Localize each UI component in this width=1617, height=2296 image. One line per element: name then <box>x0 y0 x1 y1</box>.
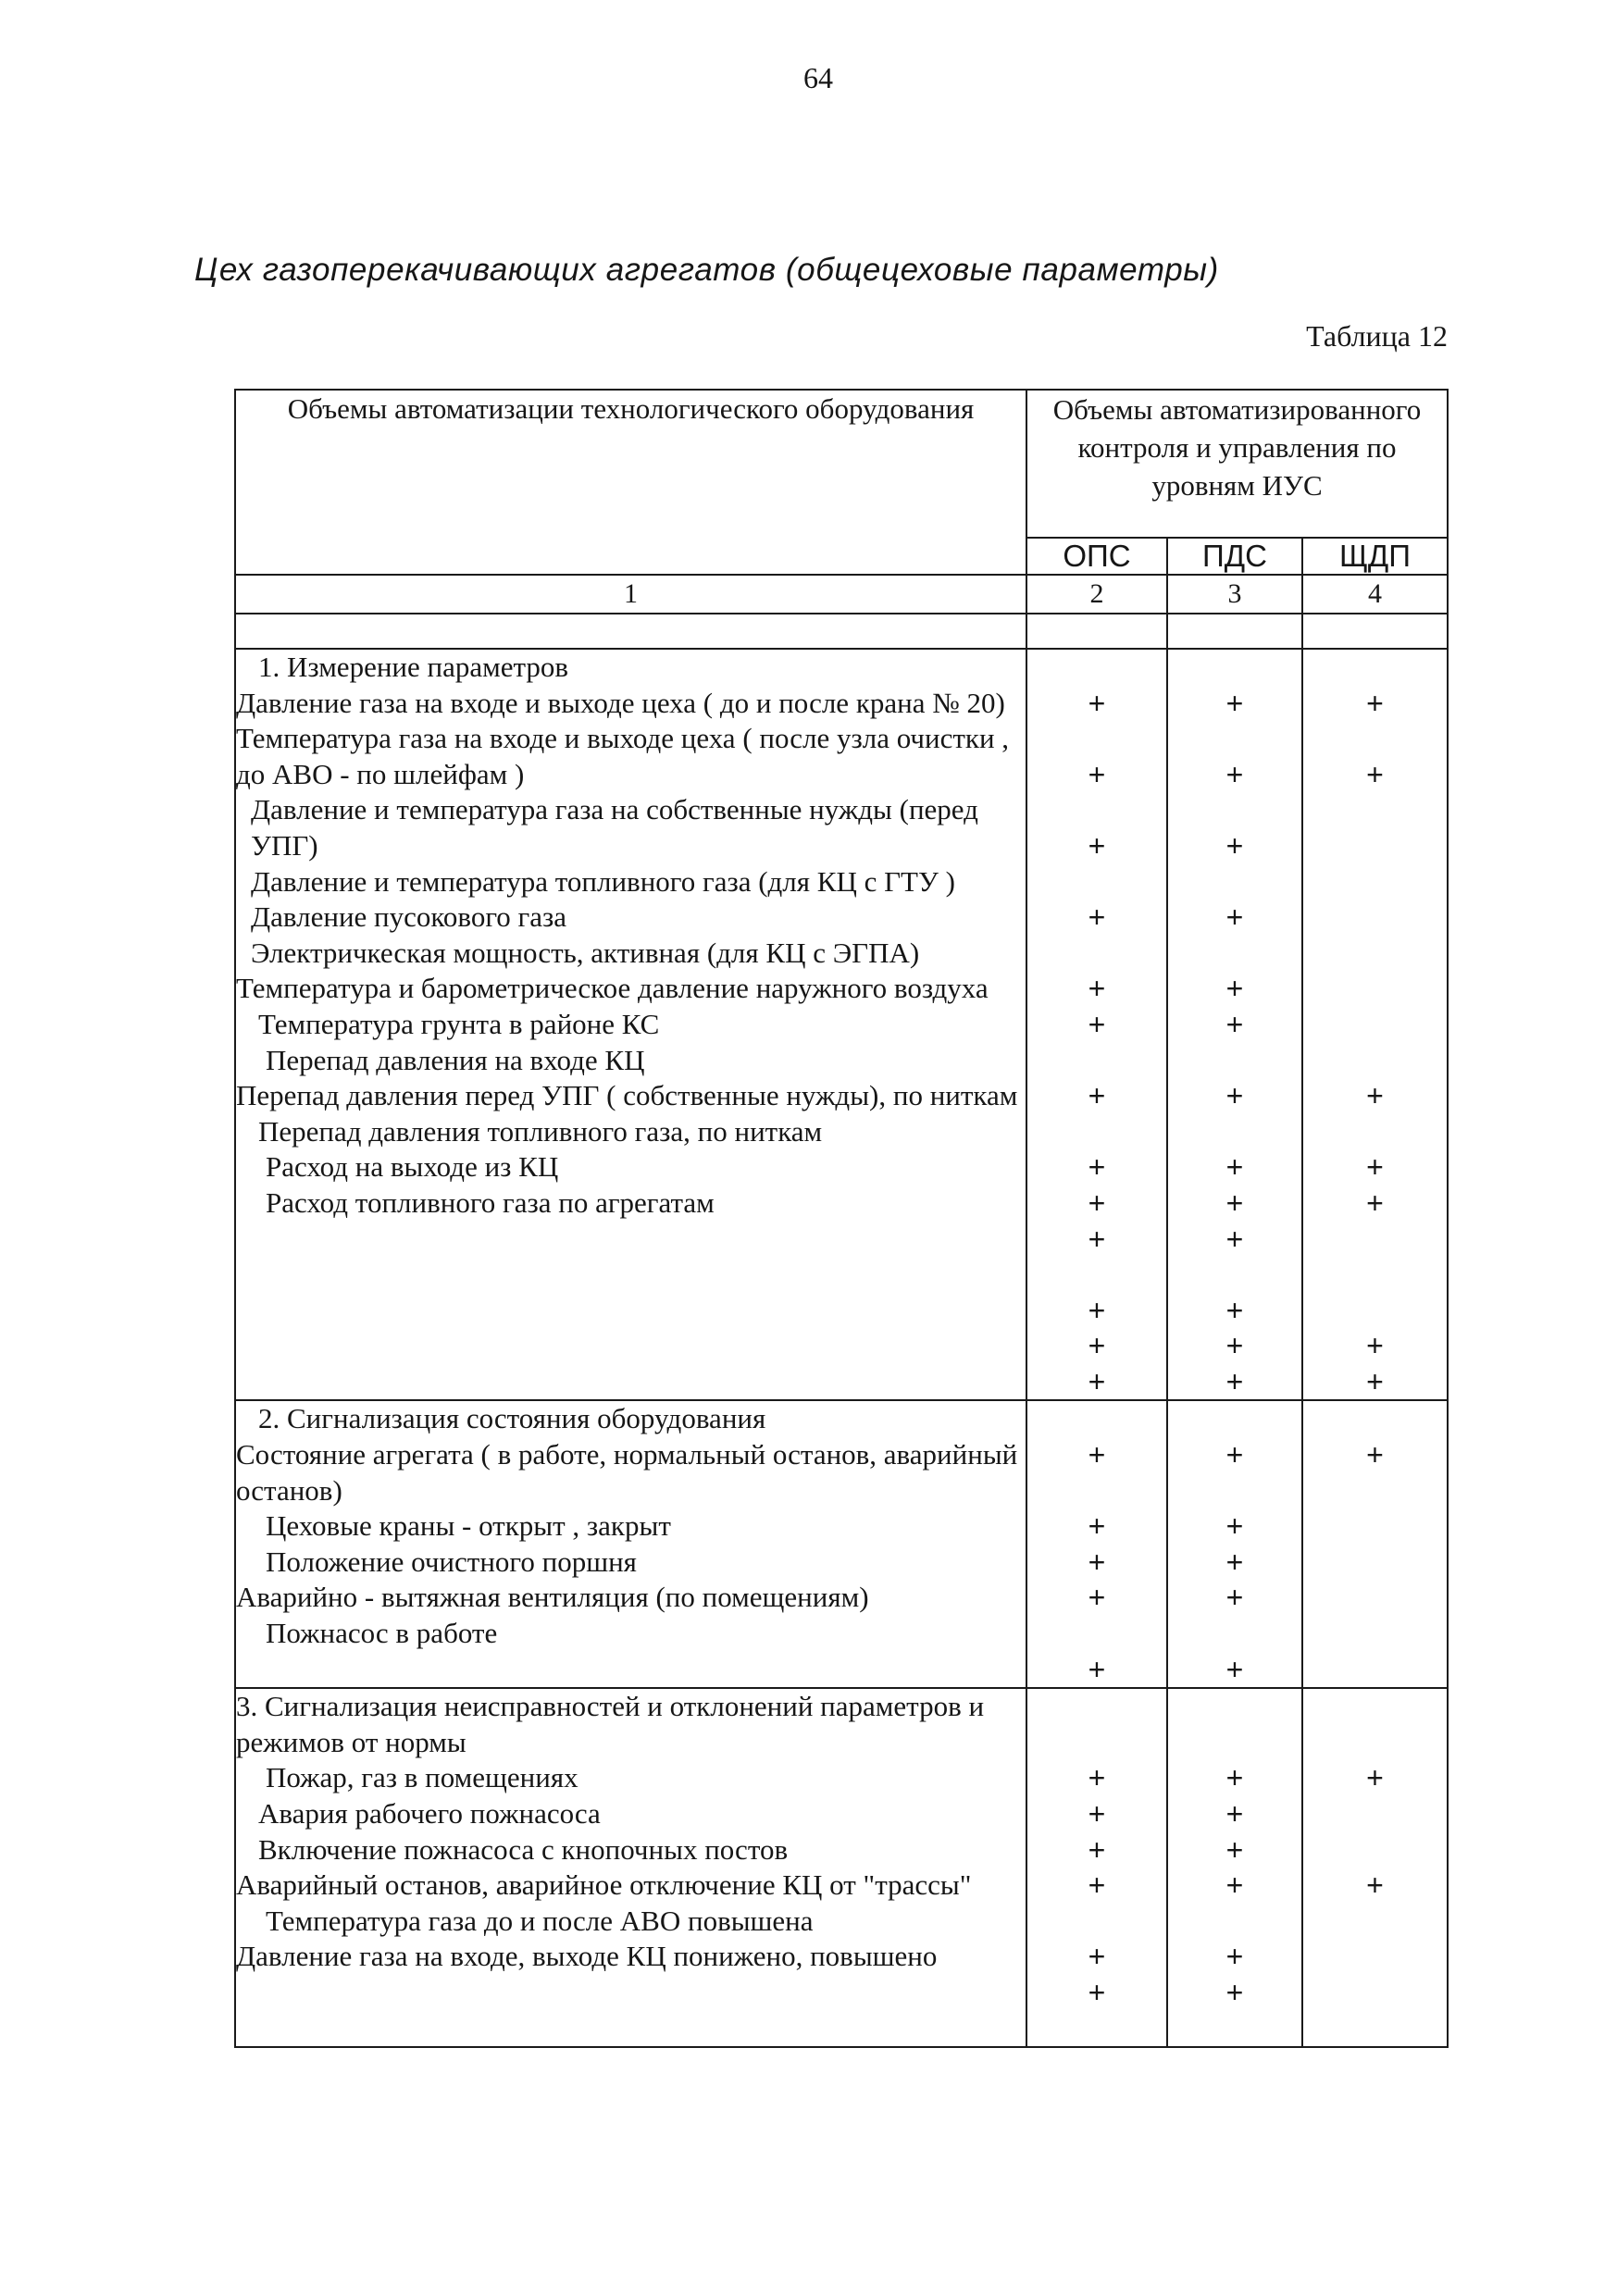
section-2-text <box>235 1400 1026 1688</box>
row-label: Перепад давления перед УПГ ( собственные нужды), по ниткам <box>236 1079 1018 1112</box>
section-state-signals <box>235 1400 1448 1688</box>
section-1-ops <box>1026 649 1167 1400</box>
page-number: 64 <box>803 61 833 94</box>
mark: + <box>1225 757 1244 791</box>
mark: + <box>1225 828 1244 863</box>
mark <box>1303 971 1447 1007</box>
mark: + <box>1088 1940 1106 1974</box>
row-label: Цеховые краны - открыт , закрыт <box>266 1509 671 1543</box>
section-1-shdp <box>1302 649 1448 1400</box>
row-label: Расход топливного газа по агрегатам <box>266 1185 715 1219</box>
automation-table <box>234 389 1449 2048</box>
mark: + <box>1225 972 1244 1006</box>
mark <box>1303 1222 1447 1258</box>
mark: + <box>1088 1797 1106 1831</box>
column-number: 2 <box>1026 575 1167 614</box>
mark: + <box>1225 1509 1244 1544</box>
mark: + <box>1088 1293 1106 1327</box>
mark: + <box>1088 1868 1106 1903</box>
row-label: Давление пусокового газа <box>251 900 566 934</box>
level-pds: ПДС <box>1167 538 1302 575</box>
level-shdp: ЩДП <box>1302 538 1448 575</box>
row-label: Электричкеская мощность, активная (для КЦ с ЭГПА) <box>251 936 920 969</box>
mark <box>1303 1293 1447 1329</box>
mark <box>1303 1580 1447 1616</box>
row-label: Давление и температура топливного газа (для КЦ с ГТУ ) <box>251 864 955 898</box>
row-label: Давление и температура газа на собственные нужды (перед УПГ) <box>251 793 978 862</box>
row-label: Состояние агрегата ( в работе, нормальный останов, аварийный останов) <box>236 1438 1018 1507</box>
mark <box>1303 1508 1447 1545</box>
mark: + <box>1088 1079 1106 1113</box>
mark: + <box>1088 1007 1106 1041</box>
header-control-levels-text: Объемы автоматизированного контроля и управления по уровням ИУС <box>1052 393 1422 502</box>
mark: + <box>1088 1652 1106 1686</box>
section-3-shdp <box>1302 1688 1448 2047</box>
mark: + <box>1366 1185 1384 1220</box>
row-label: Пожнасос в работе <box>266 1617 498 1650</box>
spacer-cell <box>235 614 1026 649</box>
mark: + <box>1088 1364 1106 1398</box>
row-label: Расход на выходе из КЦ <box>266 1150 559 1184</box>
mark <box>1303 1652 1447 1688</box>
mark: + <box>1225 1975 1244 2009</box>
table-label: Таблица 12 <box>1306 319 1448 353</box>
section-1-pds <box>1167 649 1302 1400</box>
mark: + <box>1088 828 1106 863</box>
mark: + <box>1088 1329 1106 1363</box>
section-3-ops <box>1026 1688 1167 2047</box>
spacer-cell <box>1167 614 1302 649</box>
mark: + <box>1225 1329 1244 1363</box>
mark: + <box>1225 1868 1244 1903</box>
mark: + <box>1088 757 1106 791</box>
document-title: Цех газоперекачивающих агрегатов (общецеховые параметры) <box>194 252 1219 288</box>
row-label: Температура газа на входе и выходе цеха ( после узла очистки , до АВО - по шлейфам ) <box>236 722 1010 790</box>
row-label: Давление газа на входе, выходе КЦ понижено, повышено <box>236 1940 938 1973</box>
mark: + <box>1088 1185 1106 1220</box>
column-number: 3 <box>1167 575 1302 614</box>
mark: + <box>1225 1222 1244 1256</box>
mark <box>1303 1545 1447 1581</box>
mark: + <box>1366 1364 1384 1398</box>
mark: + <box>1225 1940 1244 1974</box>
mark: + <box>1225 1079 1244 1113</box>
row-label: Аварийный останов, аварийное отключение КЦ от "трассы" <box>236 1868 972 1902</box>
mark: + <box>1088 972 1106 1006</box>
row-label: Аварийно - вытяжная вентиляция (по помещениям) <box>236 1581 869 1614</box>
section-3-pds <box>1167 1688 1302 2047</box>
row-label: Перепад давления топливного газа, по ниткам <box>258 1114 823 1148</box>
mark: + <box>1366 1329 1384 1363</box>
mark: + <box>1225 1545 1244 1579</box>
mark <box>1303 1975 1447 2011</box>
section-title: 3. Сигнализация неисправностей и отклонений параметров и режимов от нормы <box>236 1690 985 1758</box>
mark <box>1303 828 1447 864</box>
section-3-text <box>235 1688 1026 2047</box>
mark: + <box>1225 1293 1244 1327</box>
mark: + <box>1225 1761 1244 1795</box>
row-label: Давление газа на входе и выходе цеха ( до и после крана № 20) <box>236 686 1005 719</box>
mark: + <box>1225 1438 1244 1472</box>
row-label: Температура и барометрическое давление наружного воздуха <box>236 972 989 1005</box>
row-label: Положение очистного поршня <box>266 1545 637 1578</box>
column-number: 4 <box>1302 575 1448 614</box>
mark: + <box>1088 1545 1106 1579</box>
mark: + <box>1225 686 1244 720</box>
mark: + <box>1366 1761 1384 1795</box>
mark: + <box>1088 1150 1106 1185</box>
level-ops: ОПС <box>1026 538 1167 575</box>
mark: + <box>1225 1581 1244 1615</box>
mark: + <box>1366 1868 1384 1903</box>
mark: + <box>1225 900 1244 935</box>
mark <box>1303 1939 1447 1975</box>
mark: + <box>1088 1438 1106 1472</box>
mark: + <box>1088 686 1106 720</box>
mark: + <box>1088 1509 1106 1544</box>
mark: + <box>1366 1079 1384 1113</box>
mark: + <box>1088 1222 1106 1256</box>
mark <box>1303 1832 1447 1868</box>
mark: + <box>1088 1832 1106 1867</box>
row-label: Пожар, газ в помещениях <box>266 1761 578 1794</box>
row-label: Температура грунта в районе КС <box>258 1007 660 1040</box>
mark: + <box>1225 1185 1244 1220</box>
mark: + <box>1225 1007 1244 1041</box>
mark: + <box>1225 1150 1244 1185</box>
mark: + <box>1088 1761 1106 1795</box>
section-title: 2. Сигнализация состояния оборудования <box>258 1402 766 1435</box>
mark: + <box>1366 686 1384 720</box>
mark: + <box>1366 1438 1384 1472</box>
mark: + <box>1088 900 1106 935</box>
mark: + <box>1366 1150 1384 1185</box>
row-label: Перепад давления на входе КЦ <box>266 1043 645 1076</box>
row-label: Авария рабочего пожнасоса <box>258 1797 601 1830</box>
section-2-pds <box>1167 1400 1302 1688</box>
mark: + <box>1225 1652 1244 1686</box>
mark: + <box>1366 757 1384 791</box>
section-fault-signals <box>235 1688 1448 2047</box>
spacer-cell <box>1302 614 1448 649</box>
mark <box>1303 1796 1447 1832</box>
section-1-text <box>235 649 1026 1400</box>
header-equipment <box>235 390 1026 575</box>
section-measurement <box>235 649 1448 1400</box>
mark <box>1303 1007 1447 1043</box>
mark: + <box>1225 1364 1244 1398</box>
spacer-cell <box>1026 614 1167 649</box>
header-control-levels <box>1026 390 1448 538</box>
header-equipment-text: Объемы автоматизации технологического оборудования <box>287 392 975 425</box>
section-2-ops <box>1026 1400 1167 1688</box>
section-title: 1. Измерение параметров <box>258 651 569 683</box>
row-label: Включение пожнасоса с кнопочных постов <box>258 1832 789 1866</box>
section-2-shdp <box>1302 1400 1448 1688</box>
mark: + <box>1225 1797 1244 1831</box>
mark: + <box>1225 1832 1244 1867</box>
mark <box>1303 900 1447 936</box>
mark: + <box>1088 1581 1106 1615</box>
column-number: 1 <box>235 575 1026 614</box>
mark: + <box>1088 1975 1106 2009</box>
row-label: Температура газа до и после АВО повышена <box>266 1904 814 1937</box>
